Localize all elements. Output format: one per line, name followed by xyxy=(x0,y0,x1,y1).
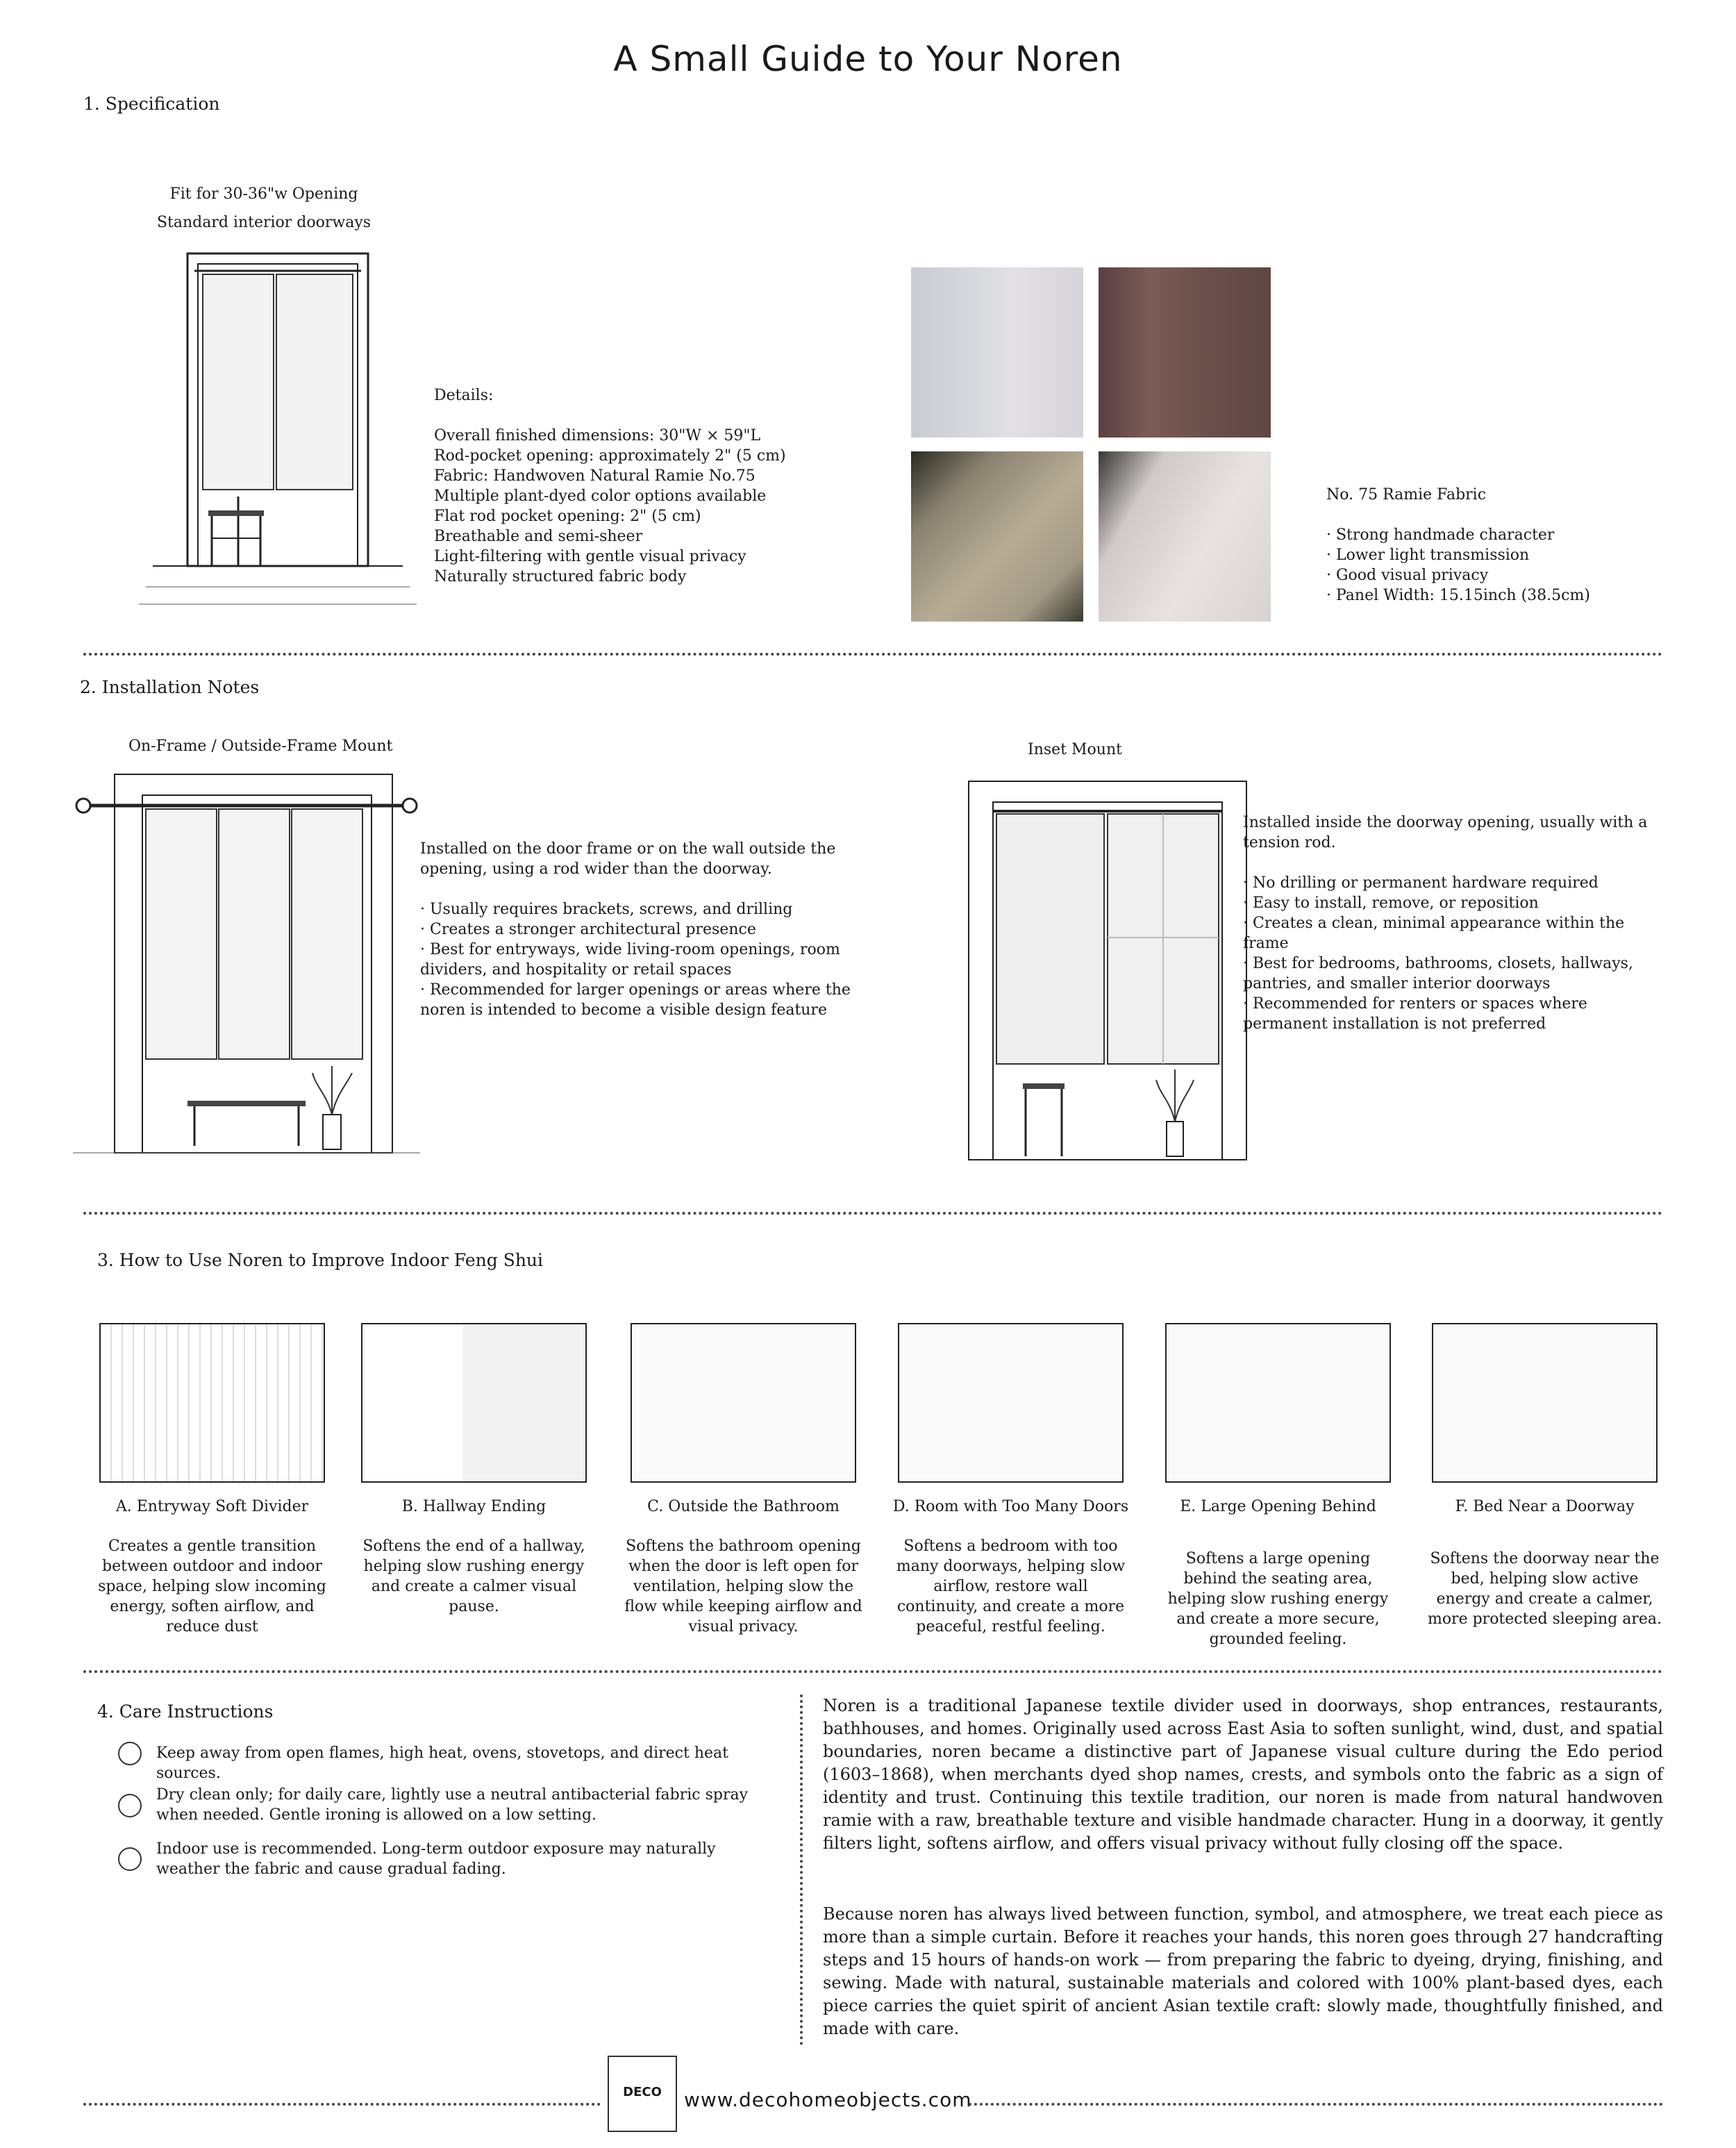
care-item-2: Dry clean only; for daily care, lightly use a neutral antibacterial fabric spray when needed. Gentle ironing is allowed on a low setting. xyxy=(156,1786,749,1824)
onframe-line: · Usually requires brackets, screws, and drilling xyxy=(420,901,793,918)
fengshui-text-b: Softens the end of a hallway, helping slow rushing energy and create a calmer visual pause. xyxy=(362,1538,585,1615)
detail-line xyxy=(434,406,823,426)
inset-label: Inset Mount xyxy=(1028,741,1122,758)
column-divider xyxy=(800,1695,803,2045)
scene-bathroom xyxy=(631,1323,856,1483)
fengshui-title-d: D. Room with Too Many Doors xyxy=(892,1498,1129,1515)
fengshui-title-b: B. Hallway Ending xyxy=(401,1498,546,1515)
detail-line: Flat rod pocket opening: 2" (5 cm) xyxy=(434,508,701,525)
fabric-note-line xyxy=(1326,505,1646,525)
fengshui-title-a: A. Entryway Soft Divider xyxy=(115,1498,309,1515)
detail-line: Details: xyxy=(434,387,494,404)
inset-illustration xyxy=(962,771,1253,1167)
fabric-note-line: · Lower light transmission xyxy=(1326,547,1530,564)
fengshui-text-d: Softens a bedroom with too many doorways, helping slow airflow, restore wall continuity, and create a more peaceful, restful feeling. xyxy=(896,1538,1126,1635)
noren-history-para1: Noren is a traditional Japanese textile divider used in doorways, shop entrances, restaurants, bathhouses, and homes. Originally used across East Asia to soften sunlight, wind, dust, and spatial boundaries, noren became a distinctive part of Japanese visual culture during the Edo period (1603–1868), when merchants dyed shop names, crests, and symbols onto the fabric as a sign of identity and trust. Continuing this textile tradition, our noren is made from natural handwoven ramie with a raw, breathable texture and visible handmade character. Hung in a doorway, it gently filters light, softens airflow, and offers visual privacy without fully closing off the space. xyxy=(823,1696,1663,1853)
inset-line: pantries, and smaller interior doorways xyxy=(1243,975,1551,992)
fabric-photo-dark xyxy=(1099,267,1271,438)
fabric-photo-light xyxy=(911,267,1083,438)
fabric-note-line: · Panel Width: 15.15inch (38.5cm) xyxy=(1326,587,1590,604)
section-installation-heading: 2. Installation Notes xyxy=(80,677,260,697)
page-title: A Small Guide to Your Noren xyxy=(613,39,1123,79)
inset-line: permanent installation is not preferred xyxy=(1243,1015,1546,1033)
detail-line: Breathable and semi-sheer xyxy=(434,528,643,545)
inset-line: frame xyxy=(1243,935,1289,952)
section-divider xyxy=(83,653,1663,656)
scene-entryway xyxy=(99,1323,325,1483)
detail-line: Naturally structured fabric body xyxy=(434,568,687,585)
fengshui-title-e: E. Large Opening Behind xyxy=(1180,1498,1376,1515)
onframe-line: · Recommended for larger openings or areas where the xyxy=(420,981,851,999)
fabric-notes xyxy=(1326,485,1646,606)
inset-line: · No drilling or permanent hardware required xyxy=(1243,874,1599,892)
inset-line: · Best for bedrooms, bathrooms, closets, hallways, xyxy=(1243,955,1633,972)
onframe-text xyxy=(420,839,851,1020)
inset-line: · Creates a clean, minimal appearance within the xyxy=(1243,915,1625,932)
onframe-line: dividers, and hospitality or retail spaces xyxy=(420,961,732,979)
fengshui-text-a: Creates a gentle transition between outdoor and indoor space, helping slow incoming energy, soften airflow, and reduce dust xyxy=(98,1538,326,1635)
fengshui-text-e: Softens a large opening behind the seating area, helping slow rushing energy and create a more secure, grounded feeling. xyxy=(1167,1550,1389,1648)
fabric-note-line: No. 75 Ramie Fabric xyxy=(1326,486,1487,503)
detail-line: Overall finished dimensions: 30"W × 59"L xyxy=(434,427,761,444)
section-specification-heading: 1. Specification xyxy=(83,94,220,114)
inset-line: tension rod. xyxy=(1243,834,1336,851)
fabric-photo-texture xyxy=(911,451,1083,622)
fengshui-title-f: F. Bed Near a Doorway xyxy=(1455,1498,1635,1515)
noren-history-para2: Because noren has always lived between function, symbol, and atmosphere, we treat each piece as more than a simple curtain. Before it reaches your hands, this noren goes through 27 handcrafting steps and 15 hours of hands-on work — from preparing the fabric to dyeing, drying, finishing, and sewing. Made with natural, sustainable materials and colored with 100% plant-based dyes, each piece carries the quiet spirit of ancient Asian textile craft: slowly made, thoughtfully finished, and made with care. xyxy=(823,1904,1663,2038)
footer-divider-right xyxy=(969,2103,1663,2106)
fengshui-text-c: Softens the bathroom opening when the door is left open for ventilation, helping slow the flow while keeping airflow and visual privacy. xyxy=(624,1538,862,1635)
fabric-note-line: · Strong handmade character xyxy=(1326,526,1555,544)
fengshui-text-f: Softens the doorway near the bed, helping slow active energy and create a calmer, more protected sleeping area. xyxy=(1427,1550,1662,1628)
detail-line: Light-filtering with gentle visual privacy xyxy=(434,548,746,565)
deco-logo xyxy=(608,2056,677,2132)
inset-line: · Easy to install, remove, or reposition xyxy=(1243,894,1539,912)
scene-many-doors xyxy=(898,1323,1124,1483)
detail-line: Fabric: Handwoven Natural Ramie No.75 xyxy=(434,467,756,485)
section-divider xyxy=(83,1670,1663,1673)
indoor-house-icon xyxy=(118,1847,142,1871)
section-care-heading: 4. Care Instructions xyxy=(97,1701,274,1722)
onframe-illustration xyxy=(73,767,420,1163)
doorway-illustration xyxy=(139,240,417,608)
section-fengshui-heading: 3. How to Use Noren to Improve Indoor Feng Shui xyxy=(97,1250,544,1270)
detail-line: Multiple plant-dyed color options available xyxy=(434,488,767,505)
scene-bed-doorway xyxy=(1432,1323,1658,1483)
detail-line: Rod-pocket opening: approximately 2" (5 cm) xyxy=(434,447,786,465)
flame-icon xyxy=(118,1742,142,1765)
scene-hallway xyxy=(361,1323,587,1483)
inset-line: · Recommended for renters or spaces where xyxy=(1243,995,1587,1013)
fengshui-title-c: C. Outside the Bathroom xyxy=(647,1498,840,1515)
inset-line xyxy=(1243,853,1674,873)
fit-line-2: Standard interior doorways xyxy=(156,214,372,231)
onframe-line: opening, using a rod wider than the doorway. xyxy=(420,860,772,878)
fabric-photo-sheer xyxy=(1099,451,1271,622)
footer-url[interactable]: www.decohomeobjects.com xyxy=(684,2088,972,2111)
spec-details xyxy=(434,385,823,587)
logo-text: DECO xyxy=(623,2085,662,2099)
inset-text xyxy=(1243,813,1674,1034)
section-divider xyxy=(83,1212,1663,1215)
care-item-3: Indoor use is recommended. Long-term outdoor exposure may naturally weather the fabric and cause gradual fading. xyxy=(156,1840,716,1878)
onframe-line: Installed on the door frame or on the wall outside the xyxy=(420,840,836,858)
onframe-label: On-Frame / Outside-Frame Mount xyxy=(128,738,393,755)
fit-line-1: Fit for 30-36"w Opening xyxy=(169,185,358,203)
onframe-line xyxy=(420,879,851,899)
dry-clean-icon xyxy=(118,1794,142,1817)
fabric-note-line: · Good visual privacy xyxy=(1326,567,1489,584)
onframe-line: · Creates a stronger architectural presence xyxy=(420,921,756,938)
footer-divider-left xyxy=(83,2103,601,2106)
scene-large-opening xyxy=(1165,1323,1391,1483)
care-item-1: Keep away from open flames, high heat, ovens, stovetops, and direct heat sources. xyxy=(156,1745,728,1782)
onframe-line: noren is intended to become a visible design feature xyxy=(420,1001,827,1019)
onframe-line: · Best for entryways, wide living-room openings, room xyxy=(420,941,840,958)
inset-line: Installed inside the doorway opening, usually with a xyxy=(1243,814,1648,831)
